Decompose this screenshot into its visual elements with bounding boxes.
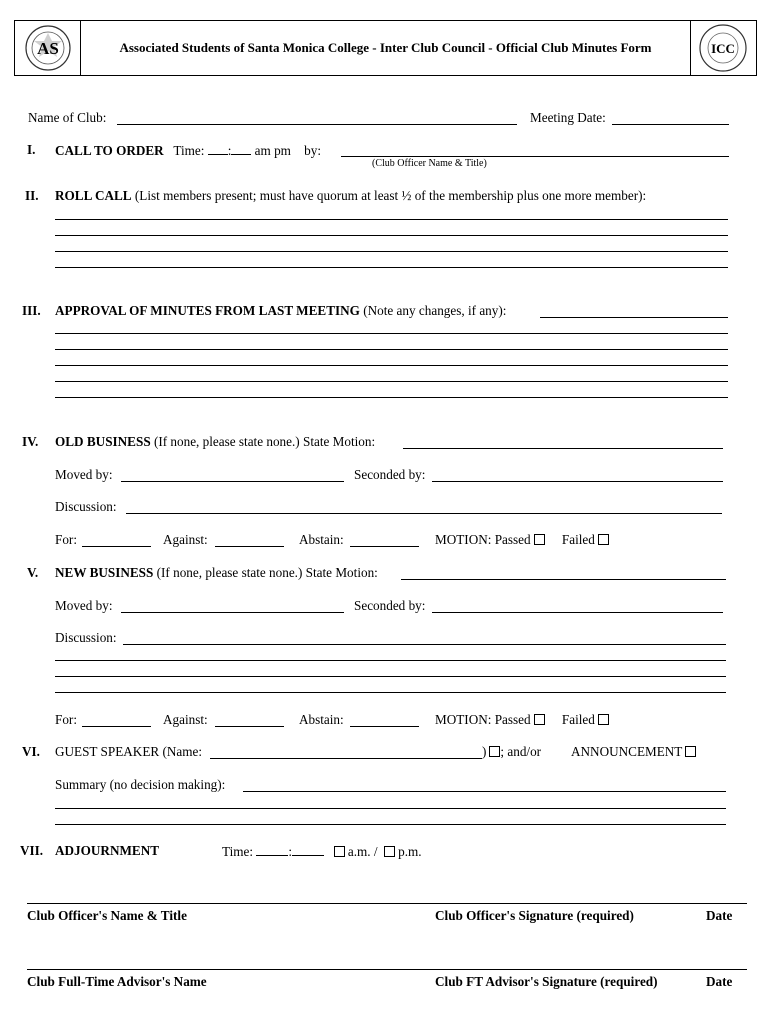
guest-speaker-label: GUEST SPEAKER (Name: <box>55 744 203 759</box>
old-moved-by-label: Moved by: <box>55 467 113 482</box>
old-for-label: For: <box>55 532 77 547</box>
approval-line[interactable] <box>55 333 728 334</box>
new-discussion-label: Discussion: <box>55 630 117 645</box>
roll-call-title: ROLL CALL <box>55 188 132 203</box>
as-logo-cell <box>15 21 81 75</box>
old-against-label: Against: <box>163 532 208 547</box>
old-seconded-by-field[interactable] <box>432 481 723 482</box>
as-seal-icon <box>15 21 80 75</box>
old-discussion-label: Discussion: <box>55 499 117 514</box>
new-discussion-field[interactable] <box>123 644 726 645</box>
old-abstain-field[interactable] <box>350 546 419 547</box>
approval-note: (Note any changes, if any): <box>363 303 507 318</box>
roll-call-heading <box>55 188 646 204</box>
section-number: VII. <box>20 843 44 858</box>
officer-name-title-label: Club Officer's Name & Title <box>27 908 187 923</box>
old-failed-checkbox[interactable] <box>598 534 609 545</box>
new-abstain-field[interactable] <box>350 726 419 727</box>
old-passed-label: MOTION: Passed <box>435 532 531 547</box>
announcement-label: ANNOUNCEMENT <box>571 744 683 759</box>
adjournment-title: ADJOURNMENT <box>55 843 160 858</box>
new-against-field[interactable] <box>215 726 284 727</box>
approval-line[interactable] <box>540 317 728 318</box>
am-checkbox[interactable] <box>334 846 345 857</box>
pm-checkbox[interactable] <box>384 846 395 857</box>
icc-logo-cell <box>690 21 756 75</box>
new-business-note: (If none, please state none.) State Motion: <box>156 565 378 580</box>
old-discussion-field[interactable] <box>126 513 722 514</box>
guest-speaker-checkbox[interactable] <box>489 746 500 757</box>
new-against-label: Against: <box>163 712 208 727</box>
approval-title: APPROVAL OF MINUTES FROM LAST MEETING <box>55 303 360 318</box>
old-failed-label: Failed <box>561 532 595 547</box>
old-motion-result <box>435 532 609 548</box>
svg-text:AS: AS <box>37 39 59 58</box>
am-label: a.m. / <box>347 844 378 859</box>
form-header <box>14 20 757 76</box>
new-abstain-label: Abstain: <box>299 712 344 727</box>
adj-minute-field[interactable] <box>292 843 324 856</box>
guest-close-paren: ) <box>482 744 487 759</box>
new-discussion-line[interactable] <box>55 692 726 693</box>
roll-call-note: (List members present; must have quorum at least ½ of the membership plus one more member): <box>134 188 647 203</box>
and-or-label: ; and/or <box>500 744 542 759</box>
announcement-checkbox[interactable] <box>685 746 696 757</box>
roll-call-line[interactable] <box>55 235 728 236</box>
approval-line[interactable] <box>55 365 728 366</box>
svg-text:ICC: ICC <box>711 41 735 56</box>
advisor-signature-line[interactable] <box>27 969 747 970</box>
summary-field[interactable] <box>243 791 726 792</box>
adj-time-separator: : <box>288 844 292 859</box>
section-number: II. <box>25 188 39 203</box>
called-by-field[interactable] <box>341 156 729 157</box>
roll-call-line[interactable] <box>55 251 728 252</box>
new-motion-field[interactable] <box>401 579 726 580</box>
time-label: Time: <box>173 143 205 158</box>
time-hour-field[interactable] <box>208 142 228 155</box>
summary-line[interactable] <box>55 824 726 825</box>
approval-line[interactable] <box>55 397 728 398</box>
adjournment-time-row <box>222 843 422 860</box>
meeting-date-label: Meeting Date: <box>530 110 606 125</box>
new-failed-checkbox[interactable] <box>598 714 609 725</box>
section-number: V. <box>27 565 39 580</box>
old-against-field[interactable] <box>215 546 284 547</box>
guest-speaker-row-end <box>482 744 541 760</box>
officer-date-label: Date <box>706 908 733 923</box>
call-to-order-row <box>55 142 321 159</box>
adj-time-label: Time: <box>222 844 254 859</box>
advisor-name-label: Club Full-Time Advisor's Name <box>27 974 207 989</box>
section-number: I. <box>27 142 36 157</box>
new-business-title: NEW BUSINESS <box>55 565 154 580</box>
officer-hint: (Club Officer Name & Title) <box>372 158 487 169</box>
new-business-heading <box>55 565 378 581</box>
new-for-field[interactable] <box>82 726 151 727</box>
by-label: by: <box>304 143 321 158</box>
new-failed-label: Failed <box>561 712 595 727</box>
old-for-field[interactable] <box>82 546 151 547</box>
old-business-title: OLD BUSINESS <box>55 434 151 449</box>
form-title: Associated Students of Santa Monica College - Inter Club Council - Official Club Minutes Form <box>119 40 652 55</box>
club-name-label: Name of Club: <box>28 110 107 125</box>
section-number: IV. <box>22 434 39 449</box>
section-number: VI. <box>22 744 40 759</box>
announcement-row <box>571 744 696 760</box>
new-discussion-line[interactable] <box>55 660 726 661</box>
meeting-date-field[interactable] <box>612 124 729 125</box>
officer-signature-label: Club Officer's Signature (required) <box>435 908 634 923</box>
pm-label: p.m. <box>398 844 422 859</box>
icc-seal-icon <box>691 21 756 75</box>
new-for-label: For: <box>55 712 77 727</box>
time-separator: : <box>227 143 232 158</box>
new-discussion-line[interactable] <box>55 676 726 677</box>
approval-heading <box>55 303 506 319</box>
guest-speaker-name-field[interactable] <box>210 758 482 759</box>
officer-signature-line[interactable] <box>27 903 747 904</box>
call-to-order-title: CALL TO ORDER <box>55 143 164 158</box>
new-passed-checkbox[interactable] <box>534 714 545 725</box>
roll-call-line[interactable] <box>55 267 728 268</box>
adj-hour-field[interactable] <box>256 843 288 856</box>
old-passed-checkbox[interactable] <box>534 534 545 545</box>
old-business-heading <box>55 434 375 450</box>
new-motion-result <box>435 712 609 728</box>
new-moved-by-field[interactable] <box>121 612 344 613</box>
advisor-signature-label: Club FT Advisor's Signature (required) <box>435 974 658 989</box>
am-pm-label: am pm <box>254 143 291 158</box>
section-number: III. <box>22 303 41 318</box>
approval-line[interactable] <box>55 349 728 350</box>
roll-call-line[interactable] <box>55 219 728 220</box>
old-moved-by-field[interactable] <box>121 481 344 482</box>
advisor-date-label: Date <box>706 974 733 989</box>
old-abstain-label: Abstain: <box>299 532 344 547</box>
approval-line[interactable] <box>55 381 728 382</box>
new-moved-by-label: Moved by: <box>55 598 113 613</box>
club-name-field[interactable] <box>117 124 517 125</box>
old-motion-field[interactable] <box>403 448 723 449</box>
new-passed-label: MOTION: Passed <box>435 712 531 727</box>
time-minute-field[interactable] <box>231 142 251 155</box>
summary-line[interactable] <box>55 808 726 809</box>
summary-label: Summary (no decision making): <box>55 777 226 792</box>
old-business-note: (If none, please state none.) State Motion: <box>153 434 376 449</box>
new-seconded-by-field[interactable] <box>432 612 723 613</box>
new-seconded-by-label: Seconded by: <box>354 598 426 613</box>
old-seconded-by-label: Seconded by: <box>354 467 426 482</box>
